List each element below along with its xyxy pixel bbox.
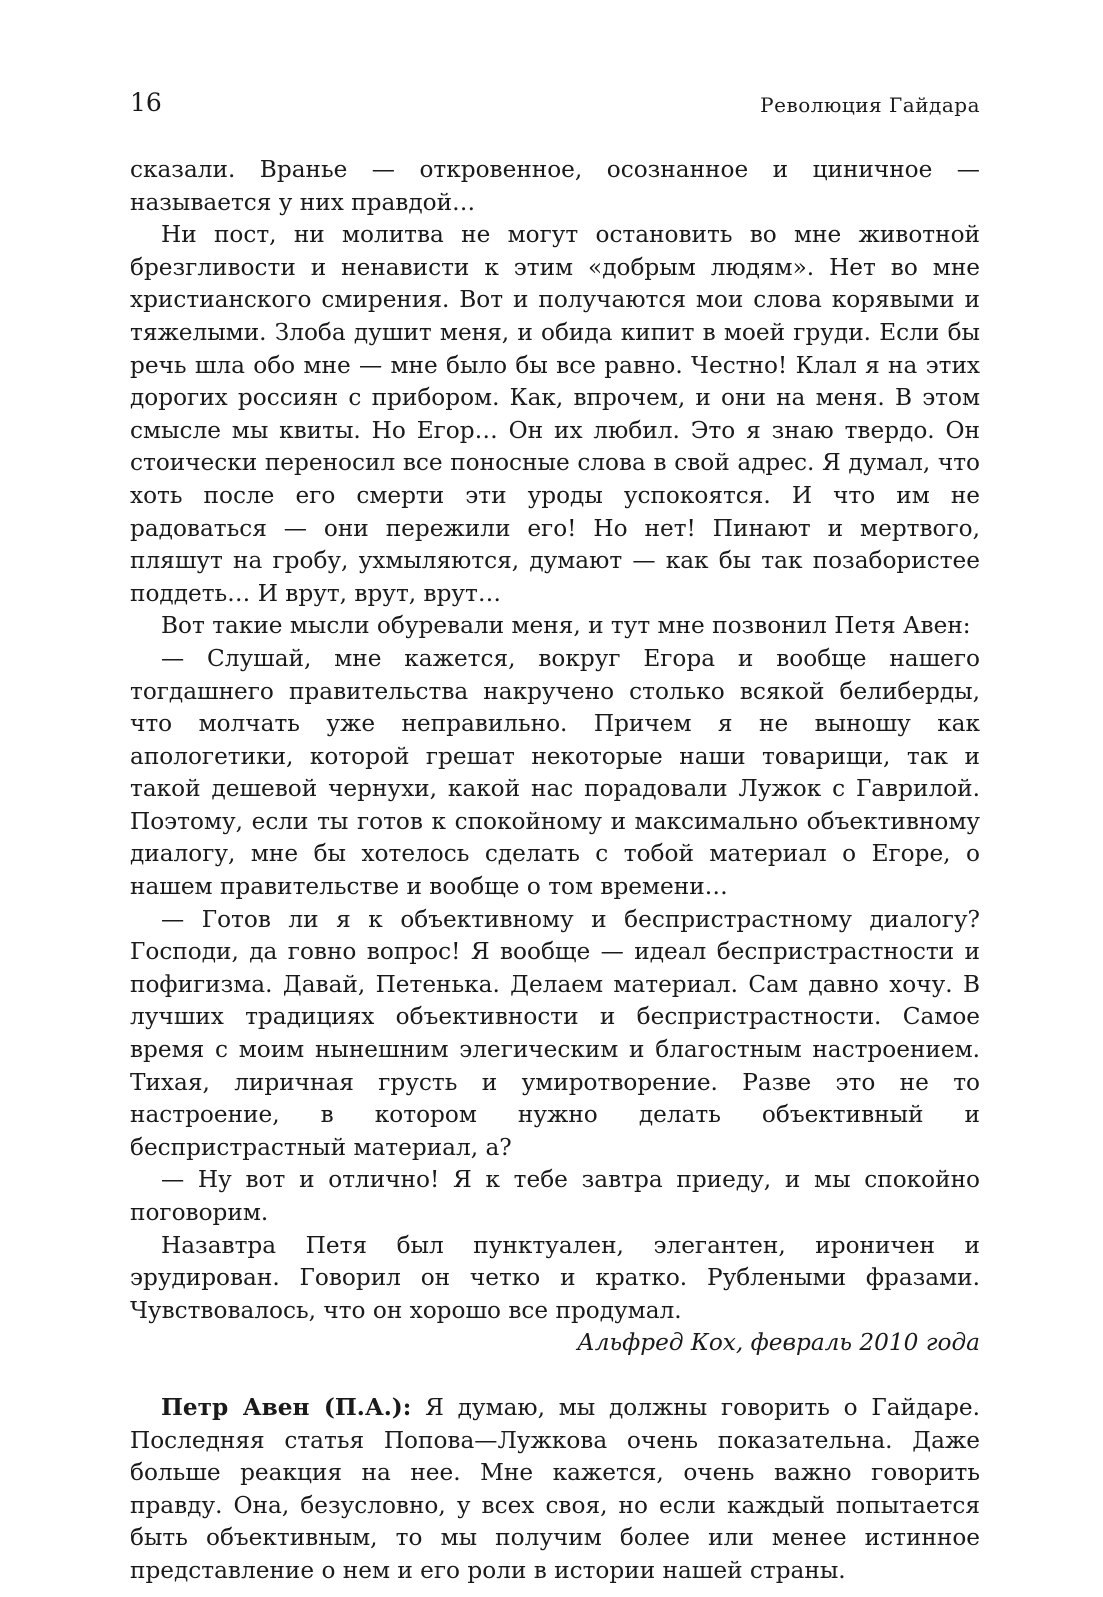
speaker-name: Петр Авен (П.А.) — [161, 1393, 403, 1421]
running-head — [130, 86, 980, 120]
running-title: Революция Гайдара — [760, 93, 980, 117]
dialogue-line: — Ну вот и отлично! Я к тебе завтра приеду, и мы спокойно поговорим. — [130, 1166, 980, 1226]
author-signature: Альфред Кох, февраль 2010 года — [577, 1329, 980, 1357]
paragraph-continuation: сказали. Вранье — откровенное, осознанное и циничное — называется у них правдой… — [130, 156, 980, 216]
page-number: 16 — [130, 88, 162, 117]
paragraph: Ни пост, ни молитва не могут остановить во мне животной брезгливости и ненависти к этим «добрым людям». Нет во мне христианского смирения. Вот и получаются мои слова корявыми и тяжелыми. Злоба душит меня, и обида кипит в моей груди. Если бы речь шла обо мне — мне было бы все равно. Честно! Клал я на этих дорогих россиян с прибором. Как, впрочем, и они на меня. В этом смысле мы квиты. Но Егор… Он их любил. Это я знаю твердо. Он стоически переносил все поносные слова в свой адрес. Я думал, что хоть после его смерти эти уроды успокоятся. И что им не радоваться — они пережили его! Но нет! Пинают и мертвого, пляшут на гробу, ухмыляются, думают — как бы так позабористее поддеть… И врут, врут, врут… — [130, 221, 980, 607]
paragraph: Вот такие мысли обуревали меня, и тут мне позвонил Петя Авен: — [161, 612, 971, 640]
paragraph: Назавтра Петя был пунктуален, элегантен, ироничен и эрудирован. Говорил он четко и кратко. Рублеными фразами. Чувствовалось, что он хорошо все продумал. — [130, 1231, 980, 1324]
interview-paragraph — [130, 1392, 980, 1588]
dialogue-line: — Готов ли я к объективному и беспристрастному диалогу? Господи, да говно вопрос! Я вообще — идеал беспристрастности и пофигизма. Давай, Петенька. Делаем материал. Сам давно хочу. В лучших традициях объективности и беспристрастности. Самое время с моим нынешним элегическим и благостным настроением. Тихая, лиричная грусть и умиротворение. Разве это не то настроение, в котором нужно делать объективный и беспристрастный материал, а? — [130, 905, 980, 1161]
speaker-separator: : — [402, 1393, 412, 1421]
dialogue-line: — Слушай, мне кажется, вокруг Егора и вообще нашего тогдашнего правительства накручено столько всякой белиберды, что молчать уже неправильно. Причем я не выношу как апологетики, которой грешат некоторые наши товарищи, так и такой дешевой чернухи, какой нас порадовали Лужок с Гаврилой. Поэтому, если ты готов к спокойному и максимально объективному диалогу, мне бы хотелось сделать с тобой материал о Егоре, о нашем правительстве и вообще о том времени… — [130, 644, 980, 901]
body-text — [130, 154, 980, 1588]
interview-text: Я думаю, мы должны говорить о Гайдаре. Последняя статья Попова—Лужкова очень показательна. Даже больше реакция на нее. Мне кажется, очень важно говорить правду. Она, безусловно, у всех своя, но если каждый попытается быть объективным, то мы получим более или менее истинное представление о нем и его роли в истории нашей страны. — [130, 1393, 981, 1584]
